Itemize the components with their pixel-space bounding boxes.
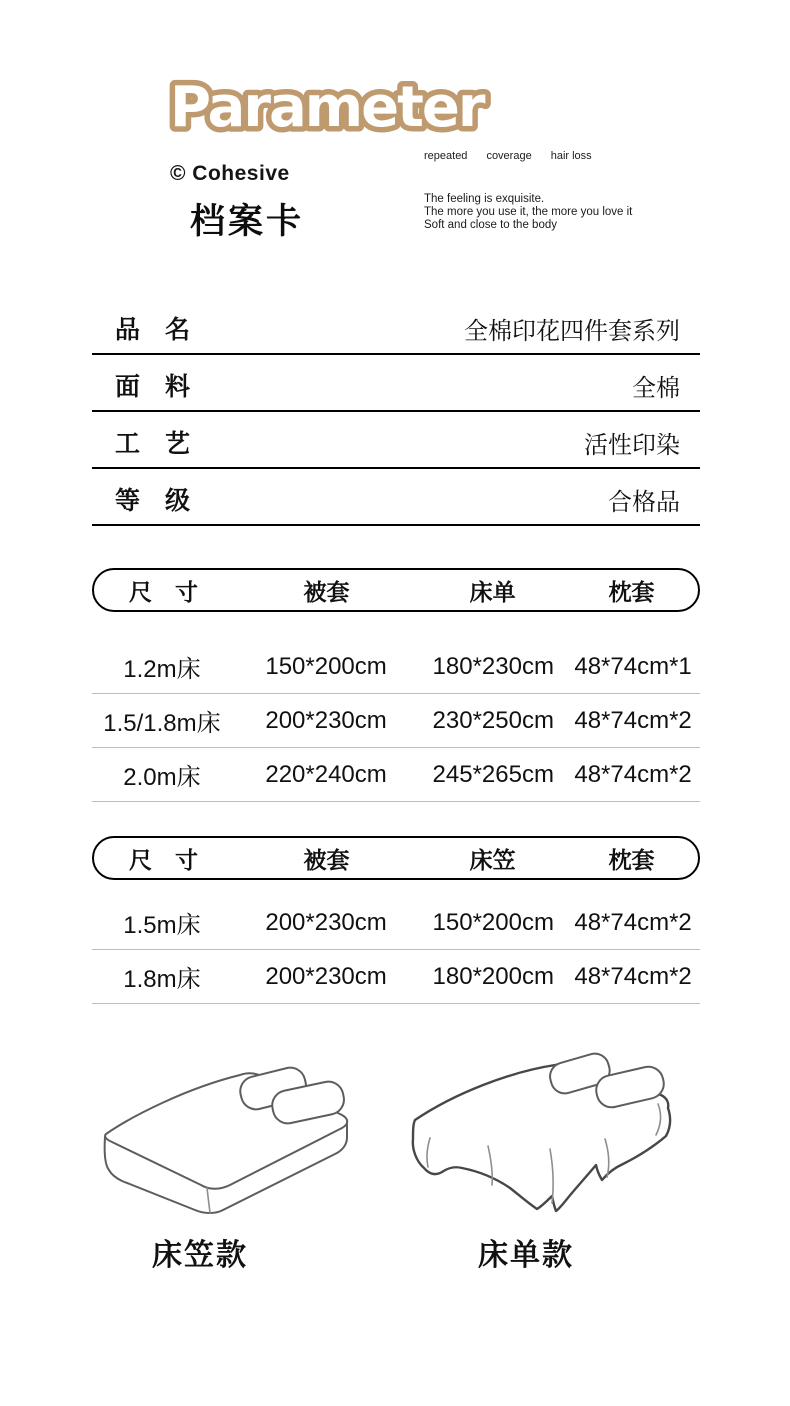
feature-tags bbox=[424, 150, 592, 162]
spec-label: 工 艺 bbox=[115, 430, 191, 458]
cell-size: 2.0m床 bbox=[123, 764, 201, 791]
col-header-size: 尺 寸 bbox=[128, 846, 198, 873]
spec-value: 全棉 bbox=[632, 375, 680, 402]
size-table-body bbox=[92, 896, 700, 1004]
cell-fitted: 180*200cm bbox=[432, 962, 554, 990]
spec-row-craft bbox=[92, 412, 700, 469]
cell-duvet: 220*240cm bbox=[265, 760, 387, 788]
col-header-pillowcase: 枕套 bbox=[608, 846, 655, 873]
cell-pillow: 48*74cm*2 bbox=[574, 908, 692, 936]
cell-size: 1.5m床 bbox=[123, 912, 201, 939]
subtitle-archive-card: 档案卡 bbox=[190, 202, 305, 241]
fitted-sheet-bed-illustration bbox=[92, 1058, 362, 1228]
table-row bbox=[92, 640, 700, 694]
cell-size: 1.5/1.8m床 bbox=[103, 710, 221, 737]
flat-sheet-bed-illustration bbox=[400, 1046, 695, 1221]
spec-value: 全棉印花四件套系列 bbox=[464, 318, 680, 345]
col-header-fitted-sheet: 床笠 bbox=[469, 846, 516, 873]
spec-label: 等 级 bbox=[115, 487, 191, 515]
feature-tag: repeated bbox=[424, 150, 468, 162]
cell-duvet: 200*230cm bbox=[265, 908, 387, 936]
col-header-bed-sheet: 床单 bbox=[469, 578, 516, 605]
tagline-line: Soft and close to the body bbox=[424, 219, 557, 231]
spec-label: 品 名 bbox=[115, 316, 191, 344]
tagline-line: The more you use it, the more you love it bbox=[424, 206, 633, 218]
spec-row-grade bbox=[92, 469, 700, 526]
size-table-body bbox=[92, 640, 700, 802]
spec-label: 面 料 bbox=[115, 373, 191, 401]
cell-pillow: 48*74cm*2 bbox=[574, 760, 692, 788]
spec-value: 活性印染 bbox=[584, 432, 680, 459]
col-header-duvet-cover: 被套 bbox=[303, 578, 350, 605]
bed-label-flat-sheet: 床单款 bbox=[478, 1239, 574, 1272]
page-title-parameter bbox=[160, 64, 530, 156]
cell-duvet: 200*230cm bbox=[265, 706, 387, 734]
tagline-line: The feeling is exquisite. bbox=[424, 193, 545, 205]
cell-size: 1.8m床 bbox=[123, 966, 201, 993]
col-header-pillowcase: 枕套 bbox=[608, 578, 655, 605]
col-header-duvet-cover: 被套 bbox=[303, 846, 350, 873]
feature-tag: coverage bbox=[486, 150, 532, 162]
col-header-size: 尺 寸 bbox=[128, 578, 198, 605]
page-title-text: Parameter bbox=[170, 75, 484, 140]
spec-row-fabric bbox=[92, 355, 700, 412]
cell-size: 1.2m床 bbox=[123, 656, 201, 683]
tagline bbox=[424, 193, 632, 232]
cell-pillow: 48*74cm*2 bbox=[574, 962, 692, 990]
cell-sheet: 180*230cm bbox=[432, 652, 554, 680]
table-row bbox=[92, 748, 700, 802]
spec-value: 合格品 bbox=[608, 489, 680, 516]
table-row bbox=[92, 950, 700, 1004]
cell-pillow: 48*74cm*1 bbox=[574, 652, 692, 680]
spec-table bbox=[92, 298, 700, 526]
size-table-header bbox=[92, 836, 700, 880]
spec-row-product-name bbox=[92, 298, 700, 355]
cell-duvet: 150*200cm bbox=[265, 652, 387, 680]
table-row bbox=[92, 896, 700, 950]
size-table-flat-sheet bbox=[92, 568, 700, 802]
brand-text: © Cohesive bbox=[170, 162, 290, 185]
cell-fitted: 150*200cm bbox=[432, 908, 554, 936]
size-table-fitted-sheet bbox=[92, 836, 700, 1004]
bed-label-fitted-sheet: 床笠款 bbox=[152, 1239, 248, 1272]
feature-tag: hair loss bbox=[550, 150, 592, 162]
size-table-header bbox=[92, 568, 700, 612]
cell-sheet: 245*265cm bbox=[432, 760, 554, 788]
cell-duvet: 200*230cm bbox=[265, 962, 387, 990]
cell-sheet: 230*250cm bbox=[432, 706, 554, 734]
table-row bbox=[92, 694, 700, 748]
cell-pillow: 48*74cm*2 bbox=[574, 706, 692, 734]
